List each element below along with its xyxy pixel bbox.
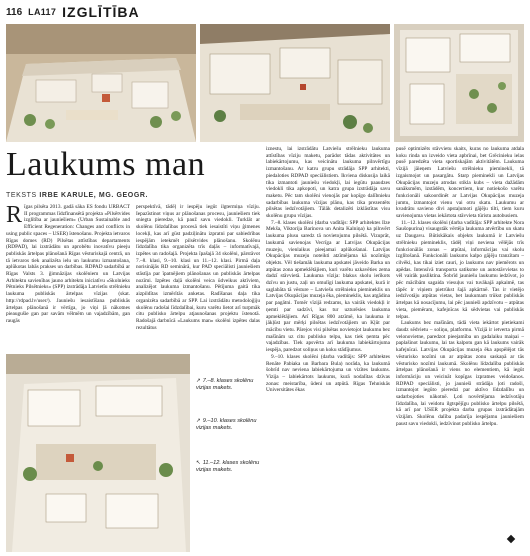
article-title: Laukums man — [6, 146, 206, 183]
model-photo-image — [394, 24, 524, 142]
text-column-2 — [136, 204, 260, 350]
magazine-name: LA117 — [28, 7, 57, 17]
text-column-1 — [6, 204, 130, 350]
page-number: 116 — [6, 6, 23, 18]
caption-7-8: ↗ 7.–8. klases skolēnu vizijas makets. — [196, 378, 254, 391]
model-photo-image — [6, 24, 196, 142]
paragraph: perspektīvā, tādēļ ir iespēju iegūt ilgtermiņa vīziju. Iepazīstinot viņus ar plānošanas procesu, jauniešiem tiek sniegta pieredze, kā pauž savu viedokli. Turklāt ar skolēnu līdzdalības procesā tiek iesaistīti viņu ģimenes locekļi, kas arī gūst padziļinātu izpratni par sabiedrības iespējām ietekmēt pilsētvides plānošanu. Skolēnu līdzdalība tika organizēta trīs daļās – informatīvajā, izpētes un radošajā. Projekta īpašajā 34 skolēni, pārstāvot 7.–8. klasi, 9.–10. klasi un 11.–12. klasi. Pirmā daļa norisinājās RD seminārā, kur PAD speciālisti jauniešiem stāstīja par īpatnējiem plānošanas un publiskās ārtelpas nozīmi. Izpētes daļā skolēni veica ūdveikus aktīviem, analizējot laukuma izmantošanu. Pētījuma gaitā tika aizpildītas izmērītās anketas. Radīšanas daļa tika organizēta sadarbībā ar SPP. Lai izstrādātu metodoloģiju skolēnu radošai līdzdalībai, kuru varētu lietot arī turpmāk citu publisko ārtelpu atjaunošanas projektu īstenotā. Radošajā darbnīcā «Laukums man» skolēni izpētes dalas rezultātus — [136, 204, 260, 331]
paragraph: 11.–12. klases skolēni (darba vadītāja: SPP arhitekte Nora Saušopurina) visaugstāk vērtēja laukuma atvērtību un skatu uz Daugavu. Būtiskākais objekts laukumā ir Latviešu strēlnieku piemineklis, tādēļ viņi neviena vēlējās trīs funkcionālās zonas – atpūtai, informācijas vai skolu izglītošanā. Funkcionāli laukums kalpo gājēju tranzītam – cilvēki, kas tikai iziet cauri, jo laukums nav piemērots un apēdas. Intensīvā transporta satiksme un autostāvvietas to vēl vairāk pasliktina. Šobrīd jauniešu laukumu iedzīvot, jo pēc mācībām sagaida viesuļus vai tuvākajā apkaimē, tas tāpēc ir viņiem pietrūkst šajā apkārtnē. Tas ir vietējo iedzīvotāju atpūtas vietas, bet laukumam trūkst publiskās ārtelpas kā nosacījumu, lai pēc jaunieši apdzīvotu – atpūtas vieta, piemēram, kafejnīcas kā sēdvietas vai publiskās telpas. — [396, 219, 524, 320]
byline-authors: IRBE KARULE, MG. GEOGR. — [39, 192, 149, 199]
arrow-icon: ↖ — [196, 460, 201, 466]
paragraph: Laukums bez mašīnām, tādā vieta iekārtot pietiekami daudz sēdvietu – soliņu, platformu. Vīzijā ir ietverta pirmā velonovietne, paredzot pieejamība un gadalaiku maiņai – paplašinot laukumu, lai tas kalpotu gan kā laukums vairāk kafejnīcai. Latvijas Okupācijas muzeja ēka apspēlējot tās vēsturisko nozīmi un ar atpūtas zonu saskaņā ar tās vēsturisko nozīmi laukumā. Skolēnu līdzdalība publiskās ārtelpas plānošanā ir viens no elementiem, kā iegūt informāciju un veicināt kopīgas izpratnes veidošanos. RDPAD speciālisti, jo jaunieši strādāja ļoti radoši, izmantojot iegūto pieredzi par aktīvo līdzdalību un sadarbojoties nākotnē. Ļoti novērtējama iedzīvotāju līdzdalība, lai veidotu ilgtspējīgu publisko ārtelpu pilsētā, kā arī par USER projekta darba grupas izstrādātajām vīzijām. Skolēnu dalība padarīja iespējamu jauniešiem paust savu viedokli, iedzīvinot publisko ārtelpu. — [396, 320, 524, 427]
arrow-icon: ↗ — [196, 378, 201, 384]
photo-model-2 — [200, 24, 390, 142]
arrow-icon: ↗ — [196, 418, 201, 424]
photo-model-1 — [6, 24, 196, 142]
caption-9-10: ↗ 9.–10. klases skolēnu vizijas makets. — [196, 418, 257, 431]
drop-cap: R — [6, 204, 23, 228]
photo-model-aerial — [394, 24, 524, 142]
photo-model-7-8 — [6, 354, 190, 552]
paragraph: pusē optimizēts stāvvietu skaits, kuras no laukuma atdala koku rinda un izveido vieta apbrīnai, bet Grēcinieku ielas pusē paredzēta vieta sportiskajām aktivitātēm. Laukuma vīzijā jāieņem Latviešu strēlnieku pieminekli, tā izgaismojot un pasargātu. Starp pieminekli un Latvijas Okupācijas muzeju atrodas stikla kubs – vieta dažādām sanāksmēm, izstādēm, koncertiem, kur notiekošo varētu funkcionāli sakoordinēt ar Latvijas Okupācijas muzeja jumtu, izmantojot vienu vai otru skatu. Laukumu ar kvadrātu savieno divi apstaļumoti gājēju tilti, tiem kuru savienojuma vietas iekārtota stāvvieta tūristu autobusiem. — [396, 146, 524, 220]
text-column-3 — [266, 146, 390, 550]
page-header — [6, 4, 140, 20]
paragraph: 9.–10. klases skolēni (darba vadītājs: SPP arhitektes Renāte Pabiaka un Barbara Bula) norāda, ka laukumā šobrīd nav neviena labiekārtojuma un vizītes laukums. Vizija – labiekārtots laukums, kurā nodalītas dzīvas zonas: meistarība, ūdeni un atpūtā. Rīgas Tehniskās Universitātes ēkas — [266, 353, 390, 394]
byline-label: TEKSTS — [6, 192, 37, 199]
model-photo-image — [200, 24, 390, 142]
paragraph: 7.–8. klases skolēni (darba vadītājs: SPP arhitektes Ilze Mekša, Viktorija Barinova un Anita Kalniņa) ka pilnvērt laukuma plusu saredz tā novietojumu pilsētā. Vizuprāt, laukumā savienojas Vecrīga ar Latvijas Okupācijas muzeju, vienlaikus pieejamai aplūkošanai. Latvijas Okupācijas muzeju noteikti atzīmējama kā nozīmīgs objekts. Vēl tiešamāk laukuma apskatei jāveido Barka un atpūtas zona apmeklētājiem, kuri varētu uzkavēties zema dadzī stāvvietā. Laukuma vīzija: blakus skolu ierīkots dzīvu un justu, zaļi un omulīgi laukuma apskatei, kurā ir saglabāta tā vēsture – Latviešu strēlnieku piemineklis un Latvijas Okupācijas muzeja ēka, piemineklis, kas atgādina par pagātni. Tomēr vīzijā redzams, ka vairāk viedokļi ir ņemti par sadzīvi, kas tur uzturēsies laukuma apmeklētājiem. Arī Rīgas 800 atzīmē, ka laukuma ir jākļūst par mērķi pilsētas iedzīvotājiem un Kļūt par mācību vietu. Pārejos visi pilsētas novietojot laukumu bez mašīnām uz citu publisko telpu, kas tiek ņemta pēc vajadzības. Tiek apsvērta arī laukuma labiekārtojuma iespēja, paredzot soliņus un koku stādījumus. — [266, 219, 390, 354]
byline — [6, 192, 148, 199]
text-column-4 — [396, 146, 524, 542]
caption-11-12: ↖ 11.–12. klases skolēnu vizijas makets. — [196, 460, 260, 473]
model-photo-image — [6, 354, 190, 552]
section-title: IZGLĪTĪBA — [62, 4, 140, 20]
paragraph: Rīgas pilsēta 2013. gadā sāka ES fondu URBACT II programmas līdzfinansētā projekta «Pilsētvides izglītība ar jauniešiem» (Urban Sustainable and Efficient Regeneration: Changes and conflicts in using public spaces – USER) īstenošanu. Projekta ietvaros Rīgas domes (RD) Pilsētas attīstības departaments (RDPAD), lai izstrādātu un aprobētu inovatīvu pieeju publiskās ārtelpas plānošanā Rīgas vēsturiskajā centrā, un tā ietvaros tiek analizēta ielu un laukumu izmantošana, aplūkotas labās prakses un darbības. RDPAD sadarbībā ar Rīgas Valsts 3. ģimnāzijas skolēniem un Latvijas Arhitektu savienības jauno arhitektu iniciatīvu «Skolnieks Pētnieks Pilsētnieks» (SPP) izstrādāja Latvietīu strēlnieku laukuma publiskās ārtelpas vīzijas (skat. http://rdpad.lv/user/). Jauniešu iesaistīšana publiskās ārtelpas plānošanā ir vērtīga, jo viņi ļā nākotnes pieaugušie gan par savām vēlmēm un vajadzībām, gan raugās — [6, 204, 130, 324]
paragraph: iznestu, lai izstrādātu Latviešu strēlnieku laukuma attīstības vīziju maketu, parādot tādas aktivitātes un labiekārtojumu, kas veicinātu laukuma pilnvērtīgu izmantošanu. Ar katru grupu strādāja SPP arhitekti, piedaloties RDPAD speciālistiem. Ikviena diskusija laikā tika izmantoti jauniešu viedokļi, lai iegūtu paaudzes viedokli tika apkopoti, un katra grupa izstrādāja savu maketu. Pēc tam skolēni vienojās par kopīgo dalībnieku sadarbības laukuma vīzijas plānu, kas tika prezentēts pilsētas iedzīvotājiem. Tālāk detalizēti izklāstītas visu skolēnu grupu vīzijas. — [266, 146, 390, 220]
